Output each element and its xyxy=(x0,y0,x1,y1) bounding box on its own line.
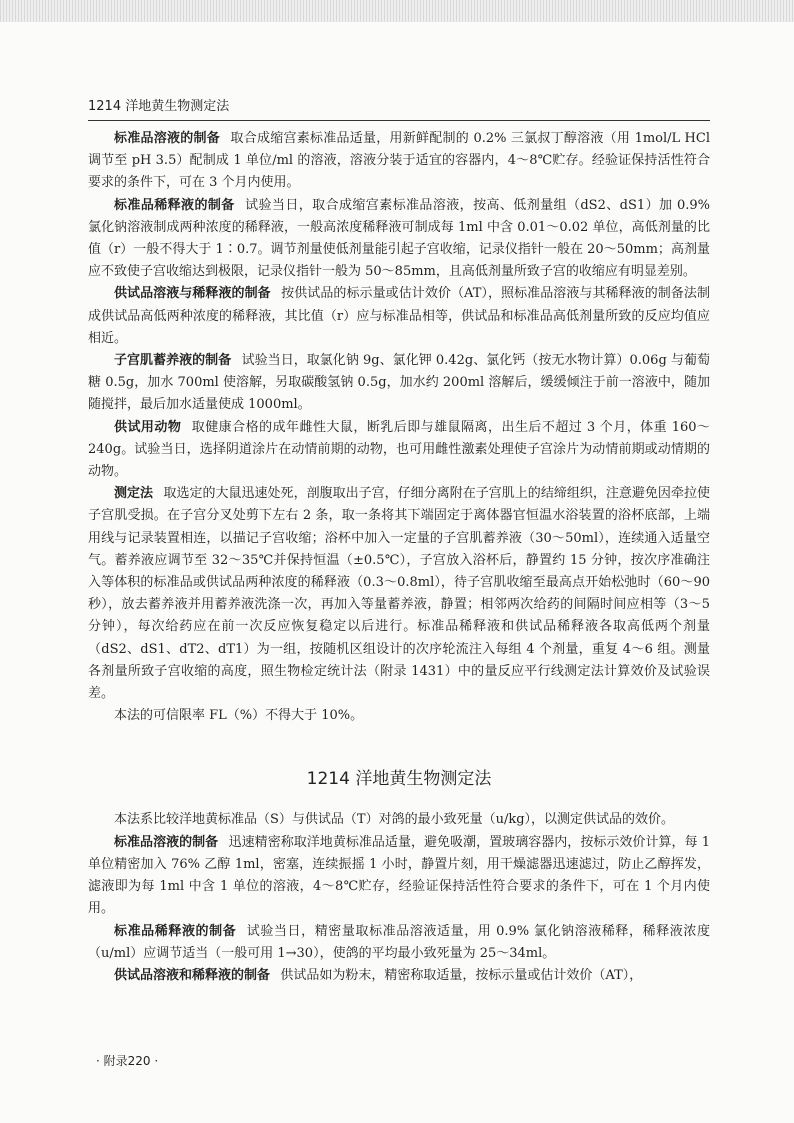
paragraph xyxy=(88,195,710,284)
paragraph xyxy=(88,705,710,727)
scan-edge-band xyxy=(0,0,794,22)
paragraph-text: 供试品如为粉末，精密称取适量，按标示量或估计效价（AT）， xyxy=(280,967,643,983)
paragraph xyxy=(88,809,710,831)
paragraph-text: 迅速精密称取洋地黄标准品适量，避免吸潮，置玻璃容器内，按标示效价计算，每 1 单位精密加入 76% 乙醇 1ml，密塞，连续振摇 1 小时，静置片刻，用干燥滤器迅速滤过，防止乙醇挥发，滤液即为每 1ml 中含 1 单位的溶液，4～8℃贮存，经验证保持活性符合要求的条件下，可在 1 个月内使用。 xyxy=(88,834,710,917)
paragraph-term: 标准品溶液的制备 xyxy=(114,834,219,850)
paragraph xyxy=(88,965,710,987)
page-footer xyxy=(96,1052,158,1069)
paragraph xyxy=(88,921,710,965)
paragraph-term: 供试品溶液和稀释液的制备 xyxy=(114,967,271,983)
paragraph xyxy=(88,832,710,921)
paragraph-term: 标准品溶液的制备 xyxy=(114,131,221,146)
paragraph-text: 本法系比较洋地黄标准品（S）与供试品（T）对鸽的最小致死量（u/kg），以测定供试品的效价。 xyxy=(114,812,675,828)
paragraph-text: 取选定的大鼠迅速处死，剖腹取出子宫，仔细分离附在子宫肌上的结缔组织，注意避免因牵拉使子宫肌受损。在子宫分叉处剪下左右 2 条，取一条将其下端固定于离体器官恒温水浴装置的浴杯底部，上端用线与记录装置相连，以描记子宫收缩；浴杯中加入一定量的子宫肌蓄养液（30～50ml），连续通入适量空气。蓄养液应调节至 32～35℃并保持恒温（±0.5℃），子宫放入浴杯后，静置约 15 分钟，按次序准确注入等体积的标准品或供试品两种浓度的稀释液（0.3～0.8ml），待子宫肌收缩至最高点开始松弛时（60～90 秒），放去蓄养液并用蓄养液洗涤一次，再加入等量蓄养液，静置；相邻两次给药的间隔时间应相等（3～5 分钟），每次给药应在前一次反应恢复稳定以后进行。标准品稀释液和供试品稀释液各取高低两个剂量（dS2、dS1、dT2、dT1）为一组，按随机区组设计的次序轮流注入每组 4 个剂量，重复 4～6 组。测量各剂量所致子宫收缩的高度，照生物检定统计法（附录 1431）中的量反应平行线测定法计算效价及试验误差。 xyxy=(88,486,710,702)
paragraph-list xyxy=(88,128,710,727)
paragraph-text: 本法的可信限率 FL（%）不得大于 10%。 xyxy=(114,708,364,724)
running-title: 1214 洋地黄生物测定法 xyxy=(88,99,230,114)
paragraph-text: 取合成缩宫素标准品适量，用新鲜配制的 0.2% 三氯叔丁醇溶液（用 1mol/L HCl 调节至 pH 3.5）配制成 1 单位/ml 的溶液，溶液分装于适宜的容器内，4～8℃贮存。经验证保持活性符合要求的条件下，可在 3 个月内使用。 xyxy=(88,131,710,191)
paragraph xyxy=(88,128,710,195)
paragraph xyxy=(88,417,710,484)
page-number: · 附录220 · xyxy=(96,1054,159,1068)
paragraph-term: 供试用动物 xyxy=(114,419,182,435)
page-body xyxy=(88,128,710,987)
paragraph-term: 标准品稀释液的制备 xyxy=(114,197,235,213)
section-paragraph-list xyxy=(88,809,710,987)
paragraph-text: 试验当日，取合成缩宫素标准品溶液，按高、低剂量组（dS2、dS1）加 0.9% 氯化钠溶液制成两种浓度的稀释液，一般高浓度稀释液可制成每 1ml 中含 0.01～0.02 单位，高低剂量的比值（r）一般不得大于 1∶0.7。调节剂量使低剂量能引起子宫收缩，记录仪指针一般在 20～50mm；高剂量应不致使子宫收缩达到极限，记录仪指针一般为 50～85mm，且高低剂量所致子宫的收缩应有明显差别。 xyxy=(88,197,710,280)
paragraph-term: 子宫肌蓄养液的制备 xyxy=(114,353,232,369)
paragraph-text: 试验当日，精密量取标准品溶液适量，用 0.9% 氯化钠溶液稀释，稀释液浓度（u/ml）应调节适当（一般可用 1→30），使鸽的平均最小致死量为 25～34ml。 xyxy=(88,923,710,961)
running-header xyxy=(88,95,710,121)
paragraph xyxy=(88,350,710,417)
paragraph xyxy=(88,283,710,350)
paragraph xyxy=(88,483,710,705)
section-title: 1214 洋地黄生物测定法 xyxy=(306,769,492,790)
paragraph-text: 按供试品的标示量或估计效价（AT），照标准品溶液与其稀释液的制备法制成供试品高低两种浓度的稀释液，其比值（r）应与标准品相等，供试品和标准品高低剂量所致的反应均值应相近。 xyxy=(88,286,710,346)
paragraph-term: 标准品稀释液的制备 xyxy=(114,923,237,939)
paragraph-text: 取健康合格的成年雌性大鼠，断乳后即与雄鼠隔离，出生后不超过 3 个月，体重 160～240g。试验当日，选择阴道涂片在动情前期的动物，也可用雌性激素处理使子宫涂片为动情前期或动情期的动物。 xyxy=(88,419,710,480)
paragraph-text: 试验当日，取氯化钠 9g、氯化钾 0.42g、氯化钙（按无水物计算）0.06g 与葡萄糖 0.5g，加水 700ml 使溶解，另取碳酸氢钠 0.5g，加水约 200ml 溶解后，缓缓倾注于前一溶液中，随加随搅拌，最后加水适量使成 1000ml。 xyxy=(88,353,710,413)
paragraph-term: 测定法 xyxy=(114,486,154,502)
paragraph-term: 供试品溶液与稀释液的制备 xyxy=(114,286,271,302)
